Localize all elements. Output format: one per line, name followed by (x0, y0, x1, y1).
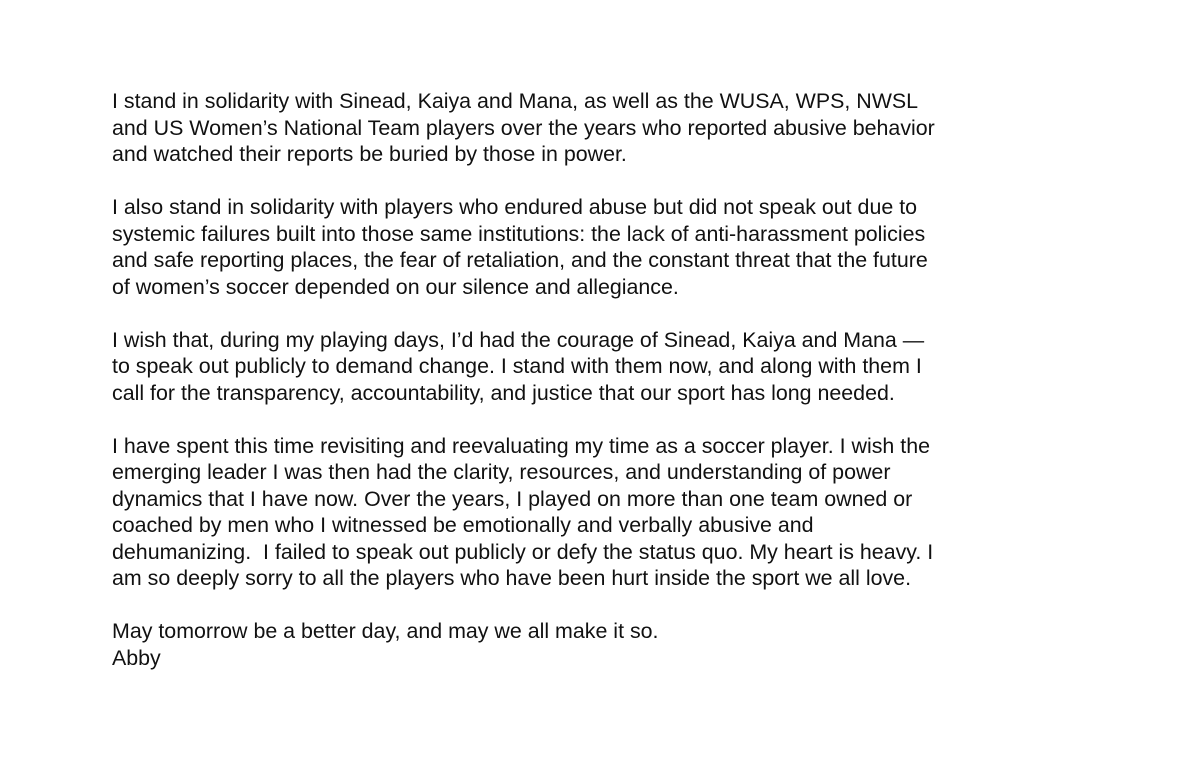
letter-line: call for the transparency, accountability, and justice that our sport has long needed. (112, 380, 895, 405)
statement-letter (112, 88, 1172, 671)
letter-line: and safe reporting places, the fear of retaliation, and the constant threat that the future (112, 248, 928, 272)
letter-line: dehumanizing. I failed to speak out publicly or defy the status quo. My heart is heavy. I (112, 539, 934, 564)
letter-line: I also stand in solidarity with players who endured abuse but did not speak out due to (112, 195, 918, 219)
letter-line: emerging leader I was then had the clarity, resources, and understanding of power (112, 460, 891, 484)
letter-line: to speak out publicly to demand change. I stand with them now, and along with them I (112, 354, 922, 378)
letter-line: I wish that, during my playing days, I’d had the courage of Sinead, Kaiya and Mana — (112, 327, 925, 352)
letter-line: am so deeply sorry to all the players who have been hurt inside the sport we all love. (112, 566, 912, 590)
letter-line: I have spent this time revisiting and reevaluating my time as a soccer player. I wish the (112, 433, 930, 458)
paragraph-solidarity (112, 88, 1172, 168)
paragraph-courage (112, 327, 1172, 407)
letter-line: and US Women’s National Team players over the years who reported abusive behavior (112, 115, 935, 140)
letter-line: dynamics that I have now. Over the years, I played on more than one team owned or (112, 486, 913, 511)
paragraph-reflection (112, 433, 1172, 592)
signature: Abby (112, 645, 161, 670)
closing-block (112, 618, 1172, 671)
letter-line: of women’s soccer depended on our silence and allegiance. (112, 274, 679, 299)
letter-line: and watched their reports be buried by those in power. (112, 142, 627, 166)
closing-line: May tomorrow be a better day, and may we all make it so. (112, 619, 659, 643)
letter-line: I stand in solidarity with Sinead, Kaiya and Mana, as well as the WUSA, WPS, NWSL (112, 89, 919, 113)
paragraph-systemic-failures (112, 194, 1172, 300)
letter-line: systemic failures built into those same institutions: the lack of anti-harassment policies (112, 221, 926, 246)
letter-line: coached by men who I witnessed be emotionally and verbally abusive and (112, 513, 814, 537)
